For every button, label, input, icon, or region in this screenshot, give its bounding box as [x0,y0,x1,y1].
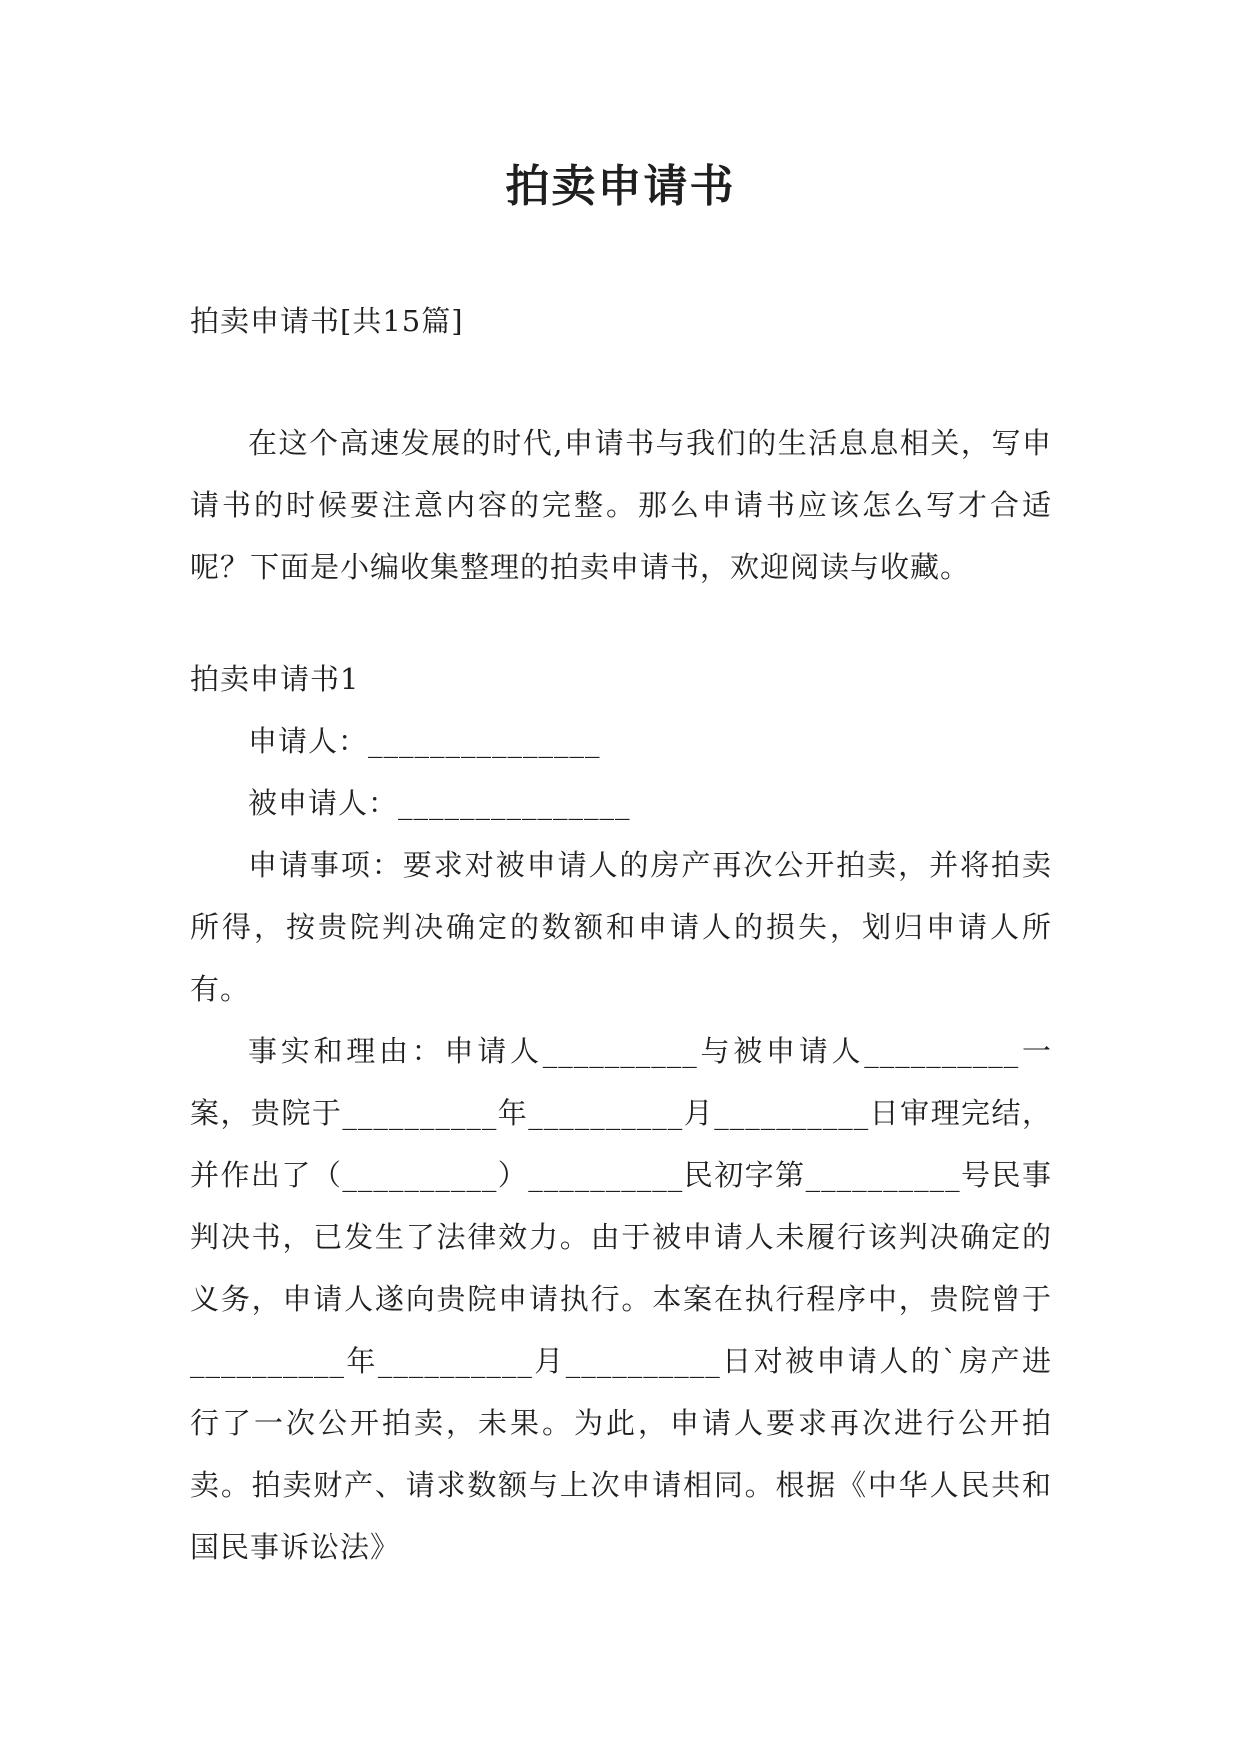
applicant-line: 申请人：_______________ [248,724,601,758]
document-body [190,290,1052,1578]
document-subtitle: 拍卖申请书[共15篇] [190,304,464,338]
respondent-line: 被申请人：_______________ [248,786,631,820]
intro-paragraph: 在这个高速发展的时代,申请书与我们的生活息息相关，写申请书的时候要注意内容的完整。那么申请书应该怎么写才合适呢？下面是小编收集整理的拍卖申请书，欢迎阅读与收藏。 [190,426,1052,584]
claims-paragraph: 申请事项：要求对被申请人的房产再次公开拍卖，并将拍卖所得，按贵院判决确定的数额和申请人的损失，划归申请人所有。 [190,848,1052,1006]
section-heading: 拍卖申请书1 [190,662,360,696]
facts-paragraph: 事实和理由：申请人__________与被申请人__________一案，贵院于__________年__________月__________日审理完结，并作出了（__________）__________民初字第__________号民事判决书，已发生了法律效力。由于被申请人未履行该判决确定的义务，申请人遂向贵院申请执行。本案在执行程序中，贵院曾于__________年__________月__________日对被申请人的`房产进行了一次公开拍卖，未果。为此，申请人要求再次进行公开拍卖。拍卖财产、请求数额与上次申请相同。根据《中华人民共和国民事诉讼法》 [190,1034,1052,1564]
document-title: 拍卖申请书 [505,161,736,212]
